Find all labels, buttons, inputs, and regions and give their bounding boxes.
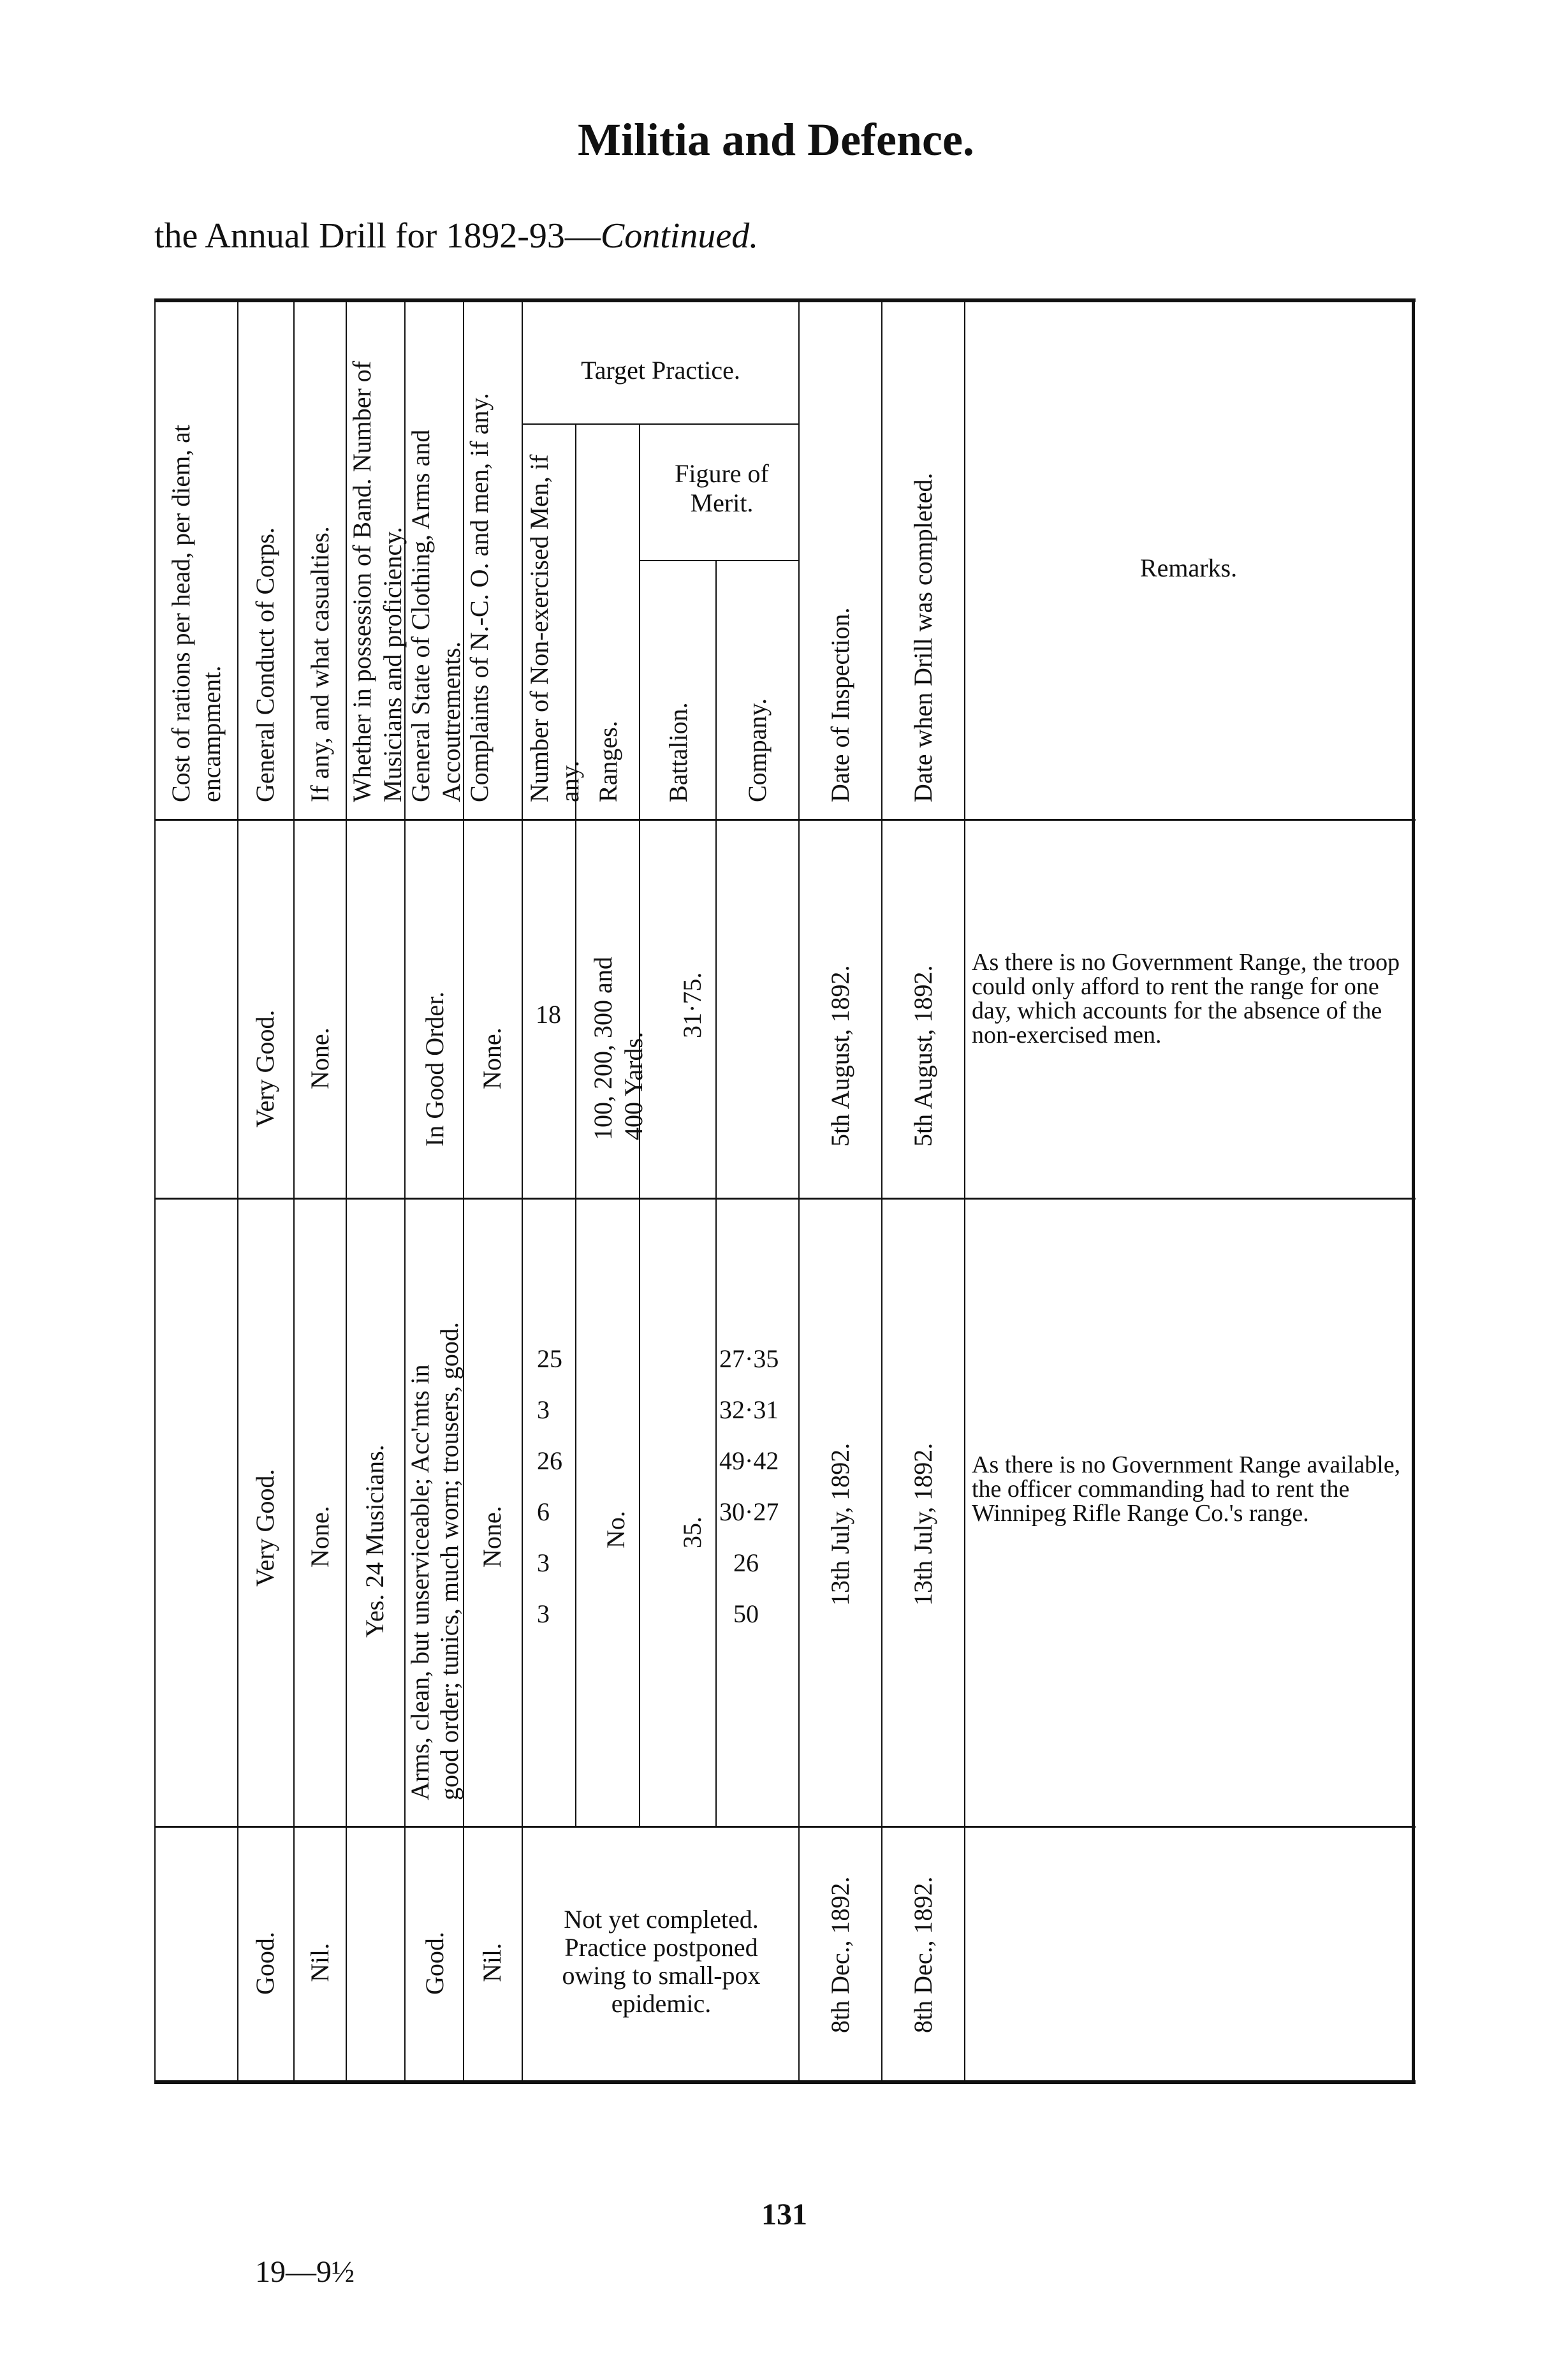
row2-complaints: None.	[478, 1506, 506, 1568]
row3-state: Good.	[420, 1932, 449, 1995]
row2-band: Yes. 24 Musicians.	[360, 1444, 389, 1638]
row2-company-6: 50	[733, 1599, 759, 1628]
header-separator	[154, 819, 1416, 821]
header-remarks: Remarks.	[1139, 554, 1238, 582]
figure-of-merit-rule	[640, 560, 798, 561]
row2-separator	[154, 1826, 1416, 1828]
col-sep-9	[715, 560, 717, 1826]
header-state: General State of Clothing, Arms and Accoutrements.	[406, 429, 465, 802]
header-completed: Date when Drill was completed.	[909, 473, 937, 802]
row3-inspection: 8th Dec., 1892.	[826, 1876, 854, 2033]
drill-table	[154, 298, 1416, 2084]
subtitle-continued: Continued.	[600, 216, 759, 256]
col-sep-6	[522, 298, 523, 2084]
header-inspection: Date of Inspection.	[826, 607, 854, 802]
header-target-practice: Target Practice.	[581, 356, 740, 385]
row3-completed: 8th Dec., 1892.	[909, 1876, 937, 2033]
row3-target-note: Not yet completed. Practice postponed owing to small-pox epidemic.	[562, 1905, 761, 2018]
header-company: Company.	[743, 698, 772, 802]
row2-non-exercised-1: 25	[537, 1344, 562, 1373]
row2-conduct: Very Good.	[251, 1469, 279, 1587]
subtitle-main: the Annual Drill for 1892-93—	[154, 216, 601, 256]
col-sep-10	[798, 298, 800, 2084]
row2-state: Arms, clean, but unserviceable; Acc'mts in good order; tunics, much worn; trousers, good.	[406, 1322, 464, 1800]
header-complaints: Complaints of N.-C. O. and men, if any.	[465, 393, 494, 802]
header-non-exercised: Number of Non-exercised Men, if any.	[525, 454, 584, 802]
row1-completed: 5th August, 1892.	[909, 965, 937, 1147]
header-casualties: If any, and what casualties.	[305, 526, 334, 802]
row2-company-2: 32·31	[719, 1395, 779, 1424]
header-rations: Cost of rations per head, per diem, at encampment.	[166, 424, 226, 802]
row1-casualties: None.	[305, 1027, 334, 1089]
header-band: Whether in possession of Band. Number of Musicians and proficiency.	[348, 360, 407, 802]
row2-ranges: No.	[601, 1511, 630, 1548]
header-battalion: Battalion.	[664, 702, 692, 802]
row2-remarks: As there is no Government Range available, the officer commanding had to rent the Winnipeg Rifle Range Co.'s range.	[972, 1451, 1401, 1527]
header-ranges: Ranges.	[594, 721, 622, 802]
row1-conduct: Very Good.	[251, 1010, 279, 1128]
header-conduct: General Conduct of Corps.	[251, 527, 279, 802]
row2-non-exercised-6: 3	[537, 1599, 550, 1628]
row2-non-exercised-5: 3	[537, 1548, 550, 1577]
page-number: 131	[761, 2198, 807, 2231]
row2-non-exercised-3: 26	[537, 1446, 562, 1475]
row2-non-exercised-4: 6	[537, 1497, 550, 1526]
header-figure-of-merit: Figure of Merit.	[675, 459, 769, 517]
signature-mark: 19—9½	[255, 2255, 355, 2289]
row3-casualties: Nil.	[305, 1943, 334, 1982]
table-bottom-border	[154, 2080, 1416, 2084]
row2-non-exercised-2: 3	[537, 1395, 550, 1424]
col-sep-1	[237, 298, 238, 2084]
page-subtitle	[154, 216, 758, 256]
col-sep-2	[293, 298, 295, 2084]
row3-conduct: Good.	[251, 1932, 279, 1995]
row1-remarks: As there is no Government Range, the troop could only afford to rent the range for one day, which accounts for the absence of the non-exercised men.	[972, 949, 1400, 1048]
row1-inspection: 5th August, 1892.	[826, 965, 854, 1147]
row1-complaints: None.	[478, 1027, 506, 1089]
row1-separator	[154, 1198, 1416, 1200]
row1-ranges: 100, 200, 300 and 400 Yards.	[589, 957, 648, 1140]
table-top-border	[154, 298, 1416, 302]
row1-non-exercised: 18	[536, 1000, 561, 1029]
row2-casualties: None.	[305, 1506, 334, 1568]
table-left-border	[154, 298, 156, 2084]
row2-completed: 13th July, 1892.	[909, 1443, 937, 1606]
row2-inspection: 13th July, 1892.	[826, 1443, 854, 1606]
row1-battalion: 31·75.	[678, 972, 706, 1038]
row2-company-1: 27·35	[719, 1344, 779, 1373]
col-sep-11	[881, 298, 882, 2084]
row3-complaints: Nil.	[478, 1943, 506, 1982]
row2-battalion: 35.	[678, 1517, 706, 1548]
target-practice-rule	[523, 423, 798, 425]
row1-state: In Good Order.	[420, 991, 449, 1147]
row2-company-5: 26	[733, 1548, 759, 1577]
row2-company-3: 49·42	[719, 1446, 779, 1475]
page-title: Militia and Defence.	[578, 114, 974, 165]
table-right-border	[1412, 298, 1415, 2084]
row2-company-4: 30·27	[719, 1497, 779, 1526]
